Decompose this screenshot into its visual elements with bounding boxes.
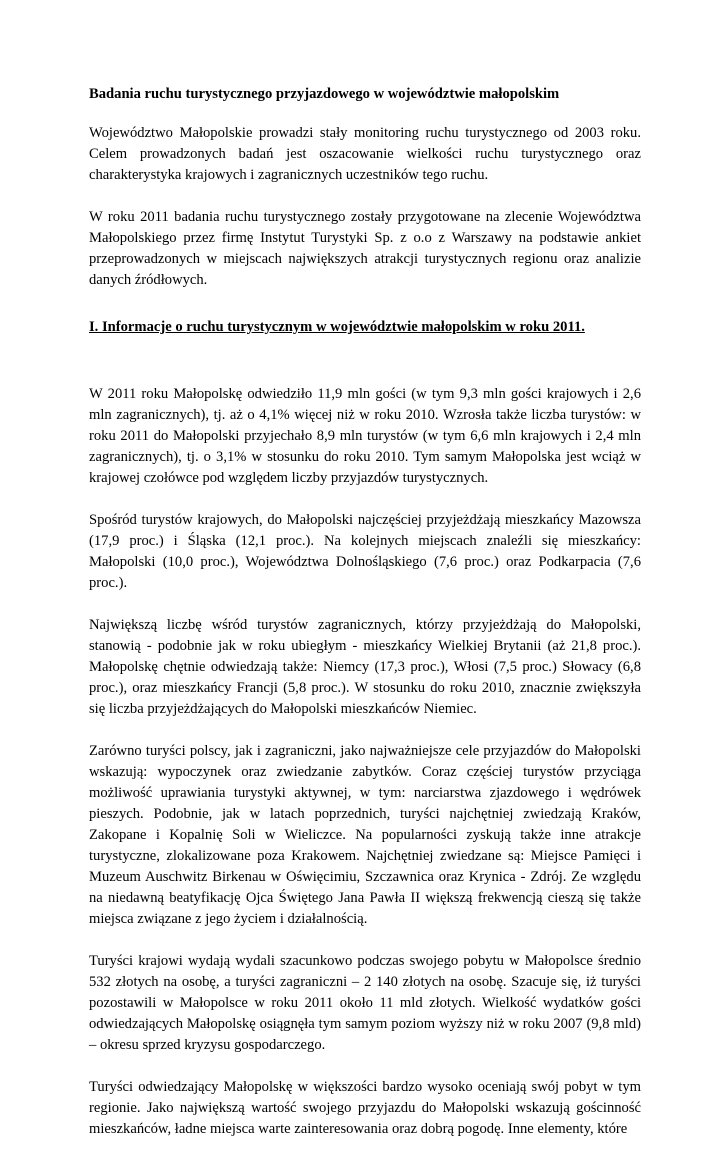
section-heading: I. Informacje o ruchu turystycznym w województwie małopolskim w roku 2011. <box>89 319 585 335</box>
section-paragraph-2: Spośród turystów krajowych, do Małopolski najczęściej przyjeżdżają mieszkańcy Mazowsza (17,9 proc.) i Śląska (12,1 proc.). Na kolejnych miejscach znaleźli się mieszkańcy: Małopolski (10,0 proc.), Województwa Dolnośląskiego (7,6 proc.) oraz Podkarpacia (7,6 proc.). <box>89 512 641 591</box>
document-title: Badania ruchu turystycznego przyjazdowego w województwie małopolskim <box>89 86 560 102</box>
document-body <box>89 84 641 1161</box>
section-paragraph-4: Zarówno turyści polscy, jak i zagraniczni, jako najważniejsze cele przyjazdów do Małopolski wskazują: wypoczynek oraz zwiedzanie zabytków. Coraz częściej turystów przyciąga możliwość uprawiania turystyki aktywnej, w tym: narciarstwa zjazdowego i wędrówek pieszych. Podobnie, jak w latach poprzednich, turyści najchętniej zwiedzają Kraków, Zakopane i Kopalnię Soli w Wieliczce. Na popularności zyskują także inne atrakcje turystyczne, zlokalizowane poza Krakowem. Najchętniej zwiedzane są: Miejsce Pamięci i Muzeum Auschwitz Birkenau w Oświęcimiu, Szczawnica oraz Krynica - Zdrój. Ze względu na niedawną beatyfikację Ojca Świętego Jana Pawła II większą frekwencją cieszą się także miejsca związane z jego życiem i działalnością. <box>89 743 641 927</box>
section-paragraph-5: Turyści krajowi wydają wydali szacunkowo podczas swojego pobytu w Małopolsce średnio 532 złotych na osobę, a turyści zagraniczni – 2 140 złotych na osobę. Szacuje się, iż turyści pozostawili w Małopolsce w roku 2011 około 11 mld złotych. Wielkość wydatków gości odwiedzających Małopolskę osiągnęła tym samym poziom wyższy niż w roku 2007 (9,8 mld) – okresu sprzed kryzysu gospodarczego. <box>89 953 641 1053</box>
intro-paragraph-2: W roku 2011 badania ruchu turystycznego zostały przygotowane na zlecenie Województwa Małopolskiego przez firmę Instytut Turystyki Sp. z o.o z Warszawy na podstawie ankiet przeprowadzonych w miejscach największych atrakcji turystycznych regionu oraz analizie danych źródłowych. <box>89 209 641 288</box>
intro-paragraph-1: Województwo Małopolskie prowadzi stały monitoring ruchu turystycznego od 2003 roku. Celem prowadzonych badań jest oszacowanie wielkości ruchu turystycznego oraz charakterystyka krajowych i zagranicznych uczestników tego ruchu. <box>89 125 641 183</box>
section-paragraph-6: Turyści odwiedzający Małopolskę w większości bardzo wysoko oceniają swój pobyt w tym regionie. Jako największą wartość swojego przyjazdu do Małopolski wskazują gościnność mieszkańców, ładne miejsca warte zainteresowania oraz dobrą pogodę. Inne elementy, które <box>89 1079 641 1137</box>
section-paragraph-3: Największą liczbę wśród turystów zagranicznych, którzy przyjeżdżają do Małopolski, stanowią - podobnie jak w roku ubiegłym - mieszkańcy Wielkiej Brytanii (aż 21,8 proc.). Małopolskę chętnie odwiedzają także: Niemcy (17,3 proc.), Włosi (7,5 proc.) Słowacy (6,8 proc.), oraz mieszkańcy Francji (5,8 proc.). W stosunku do roku 2010, znacznie zwiększyła się liczba przyjeżdżających do Małopolski mieszkańców Niemiec. <box>89 617 641 717</box>
section-paragraph-1: W 2011 roku Małopolskę odwiedziło 11,9 mln gości (w tym 9,3 mln gości krajowych i 2,6 mln zagranicznych), tj. aż o 4,1% więcej niż w roku 2010. Wzrosła także liczba turystów: w roku 2011 do Małopolski przyjechało 8,9 mln turystów (w tym 6,6 mln krajowych i 2,4 mln zagranicznych), tj. o 3,1% w stosunku do roku 2010. Tym samym Małopolska jest wciąż w krajowej czołówce pod względem liczby przyjazdów turystycznych. <box>89 386 641 486</box>
